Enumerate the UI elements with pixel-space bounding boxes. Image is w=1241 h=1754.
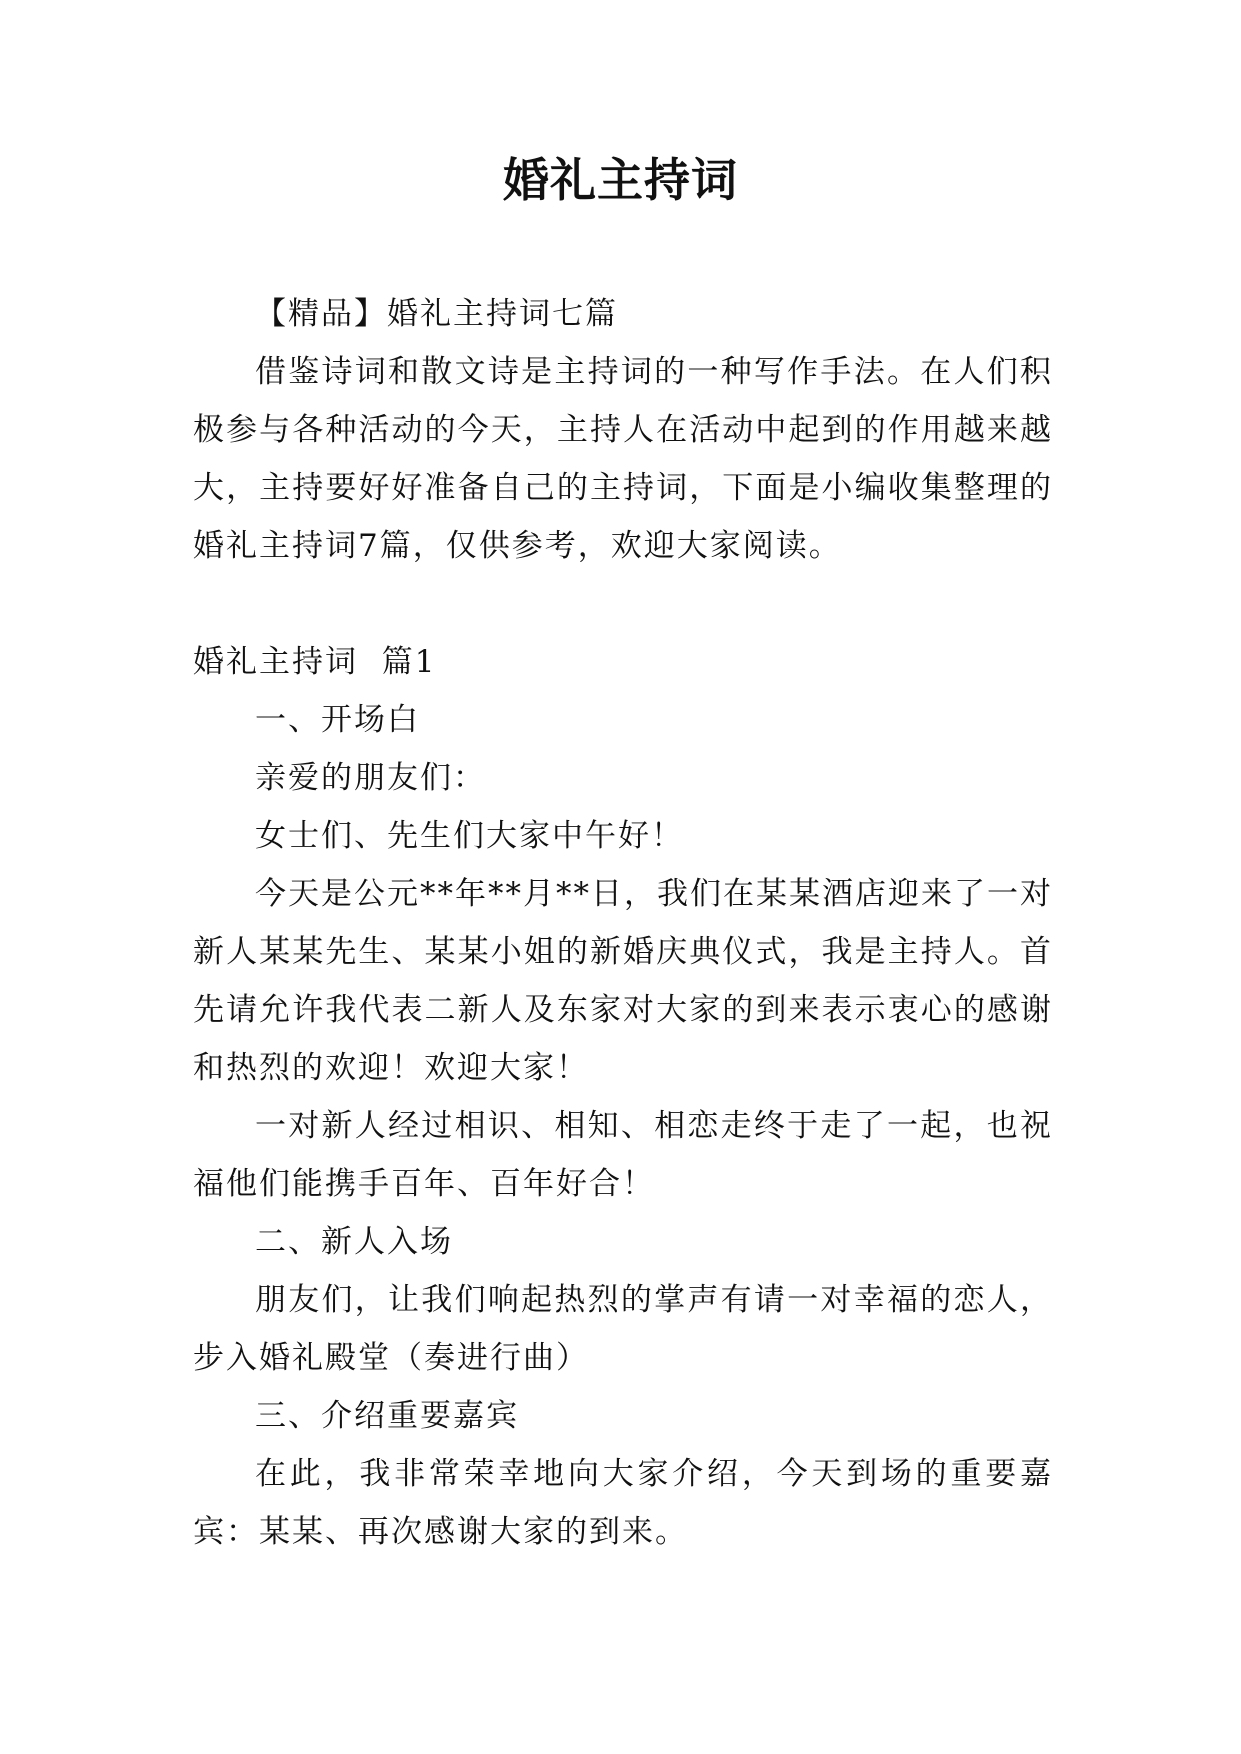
paragraph-guests: 在此，我非常荣幸地向大家介绍，今天到场的重要嘉宾：某某、再次感谢大家的到来。 [193,1456,1053,1550]
document-title: 婚礼主持词 [503,153,738,207]
paragraph-guests-heading: 三、介绍重要嘉宾 [255,1398,519,1434]
spacer [193,575,1053,633]
intro-paragraph: 借鉴诗词和散文诗是主持词的一种写作手法。在人们积极参与各种活动的今天，主持人在活动中起到的作用越来越大，主持要好好准备自己的主持词，下面是小编收集整理的婚礼主持词7篇，仅供参考，欢迎大家阅读。 [193,354,1053,564]
paragraph-blessing: 一对新人经过相识、相知、相恋走终于走了一起，也祝福他们能携手百年、百年好合！ [193,1108,1053,1202]
paragraph-salutation: 亲爱的朋友们： [255,760,486,796]
section-heading: 婚礼主持词 篇1 [193,644,437,680]
paragraph-ceremony: 今天是公元**年**月**日，我们在某某酒店迎来了一对新人某某先生、某某小姐的新婚庆典仪式，我是主持人。首先请允许我代表二新人及东家对大家的到来表示衷心的感谢和热烈的欢迎！欢迎大家！ [193,876,1053,1086]
intro-subtitle: 【精品】婚礼主持词七篇 [255,296,618,332]
paragraph-entrance: 朋友们，让我们响起热烈的掌声有请一对幸福的恋人，步入婚礼殿堂（奏进行曲） [193,1282,1053,1376]
paragraph-greeting: 女士们、先生们大家中午好！ [255,818,684,854]
paragraph-opening: 一、开场白 [255,702,420,738]
paragraph-entrance-heading: 二、新人入场 [255,1224,453,1260]
document-body [193,285,1053,1561]
